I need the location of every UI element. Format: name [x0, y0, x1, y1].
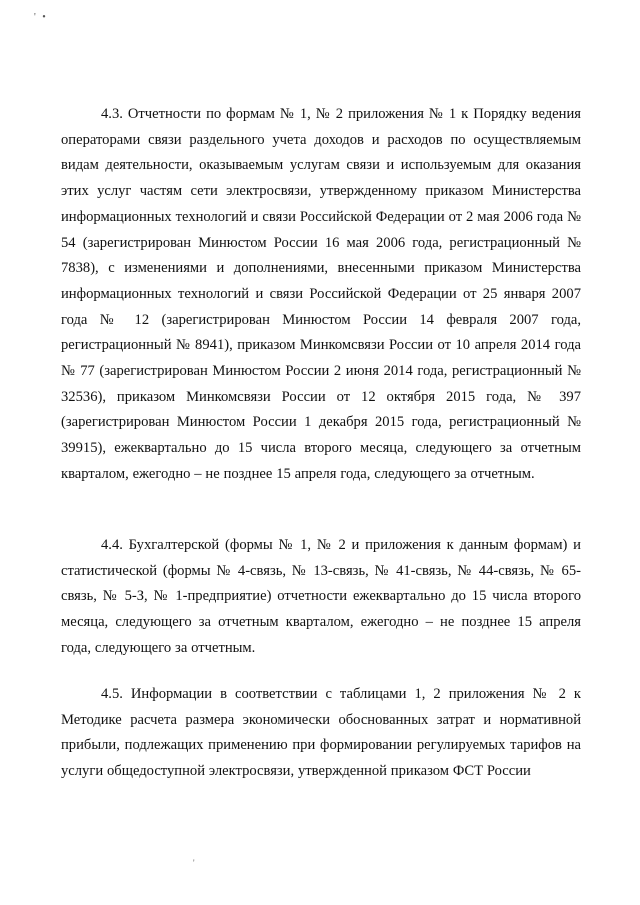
corner-scan-mark: ' •: [34, 12, 48, 23]
section-4-5-paragraph: 4.5. Информации в соответствии с таблицами 1, 2 приложения № 2 к Методике расчета размера экономически обоснованных затрат и нормативной прибыли, подлежащих применению при формировании регулируемых тарифов на услуги общедоступной электросвязи, утвержденной приказом ФСТ России: [61, 686, 581, 780]
bottom-scan-mark: ': [193, 858, 195, 868]
section-4-3-paragraph: 4.3. Отчетности по формам № 1, № 2 приложения № 1 к Порядку ведения операторами связи раздельного учета доходов и расходов по осуществляемым видам деятельности, оказываемым услугам связи и используемым для оказания этих услуг частям сети электросвязи, утвержденному приказом Министерства информационных технологий и связи Российской Федерации от 2 мая 2006 года № 54 (зарегистрирован Минюстом России 16 мая 2006 года, регистрационный № 7838), с изменениями и дополнениями, внесенными приказом Министерства информационных технологий и связи Российской Федерации от 25 января 2007 года № 12 (зарегистрирован Минюстом России 14 февраля 2007 года, регистрационный № 8941), приказом Минкомсвязи России от 10 апреля 2014 года № 77 (зарегистрирован Минюстом России 2 июня 2014 года, регистрационный № 32536), приказом Минкомсвязи России от 12 октября 2015 года, № 397 (зарегистрирован Минюстом России 1 декабря 2015 года, регистрационный № 39915), ежеквартально до 15 числа второго месяца, следующего за отчетным кварталом, ежегодно – не позднее 15 апреля года, следующего за отчетным.: [61, 106, 581, 482]
section-4-4-paragraph: 4.4. Бухгалтерской (формы № 1, № 2 и приложения к данным формам) и статистической (формы № 4-связь, № 13-связь, № 41-связь, № 44-связь, № 65-связь, № 5-З, № 1-предприятие) отчетности ежеквартально до 15 числа второго месяца, следующего за отчетным кварталом, ежегодно – не позднее 15 апреля года, следующего за отчетным.: [61, 537, 581, 656]
